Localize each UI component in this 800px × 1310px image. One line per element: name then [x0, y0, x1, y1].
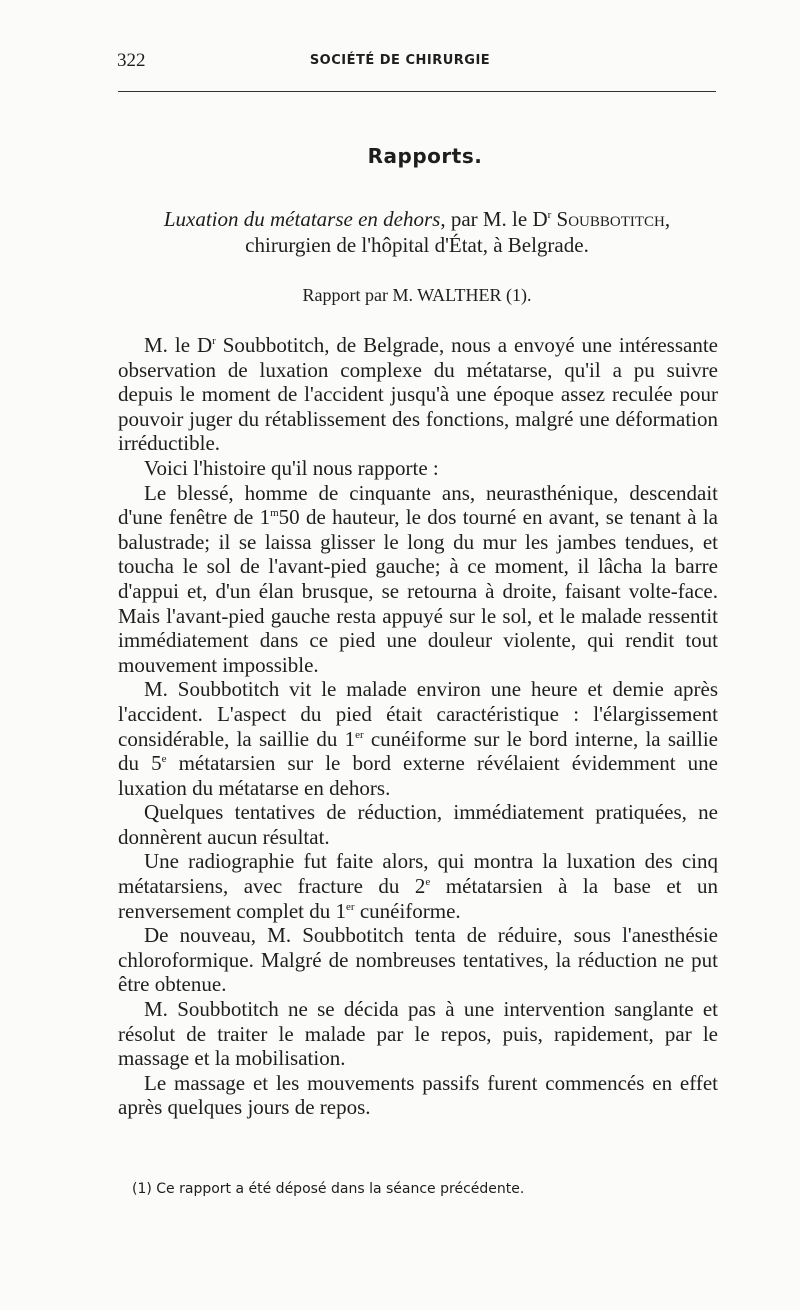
report-title-italic: Luxation du métatarse en dehors: [163, 207, 441, 231]
superscript: r: [212, 335, 216, 347]
paragraph: [118, 333, 718, 456]
running-head: SOCIÉTÉ DE CHIRURGIE: [309, 53, 491, 68]
text-run: Soubbotitch, de Belgrade, nous a envoyé une intéressante observation de luxation complexe du métatarse, qu'il a pu suivre depuis le moment de l'accident jusqu'à une époque assez reculée pour pouvoir juger du rétablissement des fonctions, malgré une déformation irréductible.: [118, 333, 718, 456]
text-run: cunéiforme.: [354, 898, 461, 923]
paragraph: [118, 481, 718, 678]
superscript: er: [346, 900, 355, 913]
paragraph: Le massage et les mouvements passifs furent commencés en effet après quelques jours de repos.: [118, 1070, 718, 1120]
text-run: Une radiographie fut faite alors, qui montra la luxation des cinq métatarsiens, avec fracture du 2: [118, 849, 718, 899]
paragraph: Quelques tentatives de réduction, immédiatement pratiquées, ne donnèrent aucun résultat.: [118, 800, 718, 849]
paragraph: [118, 849, 718, 923]
text-run: métatarsien sur le bord externe révélaient évidemment une luxation du métatarse en dehors.: [118, 751, 718, 800]
superscript: m: [270, 507, 279, 520]
header-rule: [118, 91, 716, 92]
text-run: M. le D: [144, 333, 213, 357]
report-title-line2: chirurgien de l'hôpital d'État, à Belgrade.: [245, 233, 589, 257]
report-author: Soubbotitch: [556, 207, 665, 231]
report-title-sup: r: [547, 209, 552, 221]
superscript: e: [425, 876, 431, 889]
text-run: 50 de hauteur, le dos tourné en avant, se tenant à la balustrade; il se laissa glisser le long du mur les jambes tendues, et toucha le sol de l'avant-pied gauche; à ce moment, il lâcha la barre d'appui et, d'un élan brusque, se retourna à droite, faisant volte-face. Mais l'avant-pied gauche resta appuyé sur le sol, et le malade ressentit immédiatement dans ce pied une douleur violente, qui rendit tout mouvement impossible.: [118, 505, 718, 677]
text-run: Le blessé, homme de cinquante ans, neurasthénique, descendait d'une fenêtre de 1: [118, 480, 718, 530]
text-run: métatarsien à la base et un renversement complet du 1: [118, 874, 718, 923]
paragraph: Voici l'histoire qu'il nous rapporte :: [144, 455, 439, 480]
section-title: Rapports.: [367, 144, 483, 168]
paragraph: M. Soubbotitch ne se décida pas à une intervention sanglante et résolut de traiter le malade par le repos, puis, rapidement, par le massage et la mobilisation.: [118, 997, 718, 1071]
report-title-by: , par M. le D: [440, 207, 548, 231]
report-title: Luxation du métatarse en dehors, par M. le $D^r$ Soubbotitch, chirurgien de l'hôpital d'État, à Belgrade.: [163, 207, 671, 257]
paragraph: [118, 677, 718, 800]
superscript: e: [161, 753, 167, 766]
text-run: cunéiforme sur le bord interne, la saillie du 5: [118, 726, 718, 776]
footnote: (1) Ce rapport a été déposé dans la séance précédente.: [132, 1181, 525, 1197]
text-run: M. Soubbotitch vit le malade environ une heure et demie après l'accident. L'aspect du pied était caractéristique : l'élargissement considérable, la saillie du 1: [118, 677, 718, 751]
body-text: [118, 333, 718, 1120]
superscript: er: [355, 728, 364, 741]
paragraph: De nouveau, M. Soubbotitch tenta de réduire, sous l'anesthésie chloroformique. Malgré de nombreuses tentatives, la réduction ne put être obtenue.: [118, 923, 718, 997]
page-number: 322: [117, 50, 146, 71]
report-rapporteur: Rapport par M. WALTHER (1).: [302, 285, 532, 305]
